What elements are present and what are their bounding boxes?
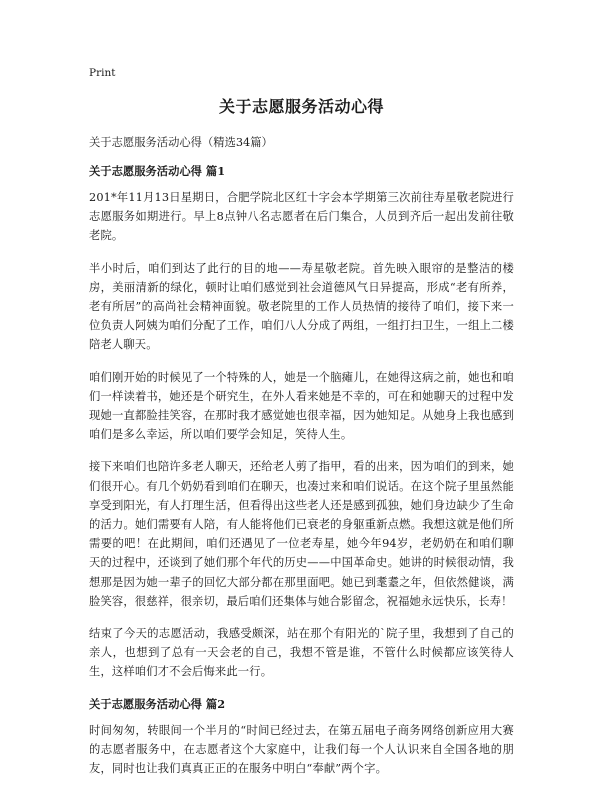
paragraph: 201*年11月13日星期日，合肥学院北区红十字会本学期第三次前往寿星敬老院进行志愿服务如期进行。早上8点钟八名志愿者在后门集合，人员到齐后一起出发前往敬老院。 — [89, 191, 514, 243]
section-heading: 关于志愿服务活动心得 篇2 — [89, 696, 226, 711]
print-label[interactable]: Print — [89, 67, 116, 79]
document-title: 关于志愿服务活动心得 — [218, 97, 384, 116]
document-page — [89, 66, 514, 791]
section-2 — [89, 695, 514, 779]
paragraph: 咱们刚开始的时候见了一个特殊的人，她是一个脑瘫儿，在她得这病之前，她也和咱们一样读着书，她还是个研究生，在外人看来她是不幸的，可在和她聊天的过程中发现她一直都脸挂笑容，在那时我才感觉她也很幸福，因为她知足。从她身上我也感到咱们是多么幸运，所以咱们要学会知足，笑待人生。 — [89, 370, 514, 442]
document-subtitle: 关于志愿服务活动心得（精选34篇） — [89, 136, 273, 149]
paragraph: 接下来咱们也陪许多老人聊天，还给老人剪了指甲，看的出来，因为咱们的到来，她们很开心。有几个奶奶看到咱们在聊天，也凑过来和咱们说话。在这个院子里虽然能享受到阳光，有人打理生活，但看得出这些老人还是感到孤独，她们身边缺少了生命的活力。她们需要有人陪，有人能将他们已衰老的身躯重新点燃。我想这就是他们所需要的吧！在此期间，咱们还遇见了一位老寿星，她今年94岁，老奶奶在和咱们聊天的过程中，还谈到了她们那个年代的历史——中国革命史。她讲的时候很动情，我想那是因为她一辈子的回忆大部分都在那里面吧。她已到耄耋之年，但依然健谈，满脸笑容，很慈祥，很亲切，最后咱们还集体与她合影留念，祝福她永远快乐，长寿！ — [89, 460, 514, 608]
section-heading: 关于志愿服务活动心得 篇1 — [89, 164, 226, 178]
paragraph: 结束了今天的志愿活动，我感受颇深，站在那个有阳光的`院子里，我想到了自己的亲人，也想到了总有一天会老的自己，我想不管是谁，不管什么时候都应该笑待人生，这样咱们才不会后悔来此一行。 — [89, 627, 514, 679]
paragraph: 时间匆匆，转眼间一个半月的“时间已经过去，在第五届电子商务网络创新应用大赛的志愿者服务中，在志愿者这个大家庭中，让我们每一个人认识来自全国各地的朋友，同时也让我们真真正正的在服务中明白“奉献”两个字。 — [89, 723, 514, 776]
section-1 — [89, 162, 514, 682]
paragraph: 半小时后，咱们到达了此行的目的地——寿星敬老院。首先映入眼帘的是整洁的楼房，美丽清新的绿化，顿时让咱们感觉到社会道德风气日异提高，形成“老有所养，老有所居”的高尚社会精神面貌。敬老院里的工作人员热情的接待了咱们，接下来一位负责人阿姨为咱们分配了工作，咱们八人分成了两组，一组打扫卫生，一组上二楼陪老人聊天。 — [89, 261, 514, 352]
